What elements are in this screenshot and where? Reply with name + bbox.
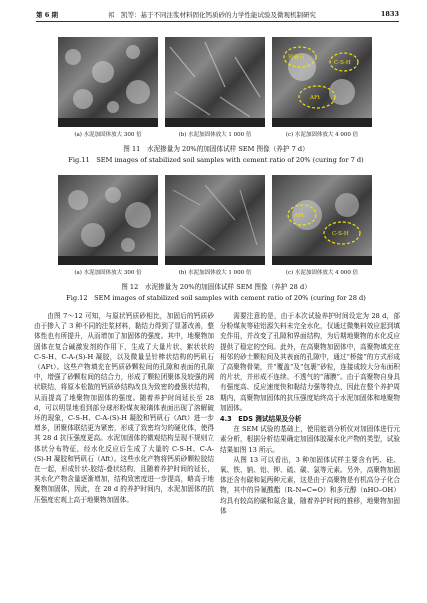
sem-texture-annotated (272, 175, 372, 265)
figure-11-images (58, 37, 373, 127)
paragraph: 由图 7～12 可知，与原状钙质砂相比，加固后的钙质砂由于掺入了 3 种不同的注浆材料，黏结力得到了显著改善，整体性也有所提升，从而增加了加固体的强度。其中，地聚物加固体在复合碱激发剂的作用下，生成了大量片状、絮状状的 C-S-H、C-A-(S)-H 凝胶，以及微量呈针棒状结构的钙矾石（AFt）。这些产物填充在钙质砂颗粒间的孔隙和表面的孔隙中，增强了砂颗粒间的结合力，形成了颗粒团聚体及较强的网状联结，将原本松散的钙质砂结构改良为致密的叠簇状结构，从而提高了地聚物加固体的强度。随着养护时间延长至 28 d，可以明显地看到部分球形粉煤灰玻璃体表面出现了溶解破坏的现象，C-S-H、C-A-(S)-H 凝胶和钙矾石（Aft）进一步增多，团聚体联结更为紧密，形成了致密均匀的硬化体，使得其 28 d 抗压强度更高。水泥加固体的微观结构呈现不规则立体状分布特征，经水化反应后生成了大量的 C-S-H、C-A-(S)-H 凝胶和钙矾石（Aft）。这些水化产物将钙质砂颗粒胶结在一起，形成针状-胶结-叠状结构，且随着养护时间的延长，其水化产物含量逐渐增加，结构致密度进一步提高，略高于地聚物加固体，因此，在 28 d 的养护时间内，水泥加固体的抗压强度宏观上高于地聚物加固体。 (34, 312, 214, 504)
issue-number: 第 6 期 (36, 11, 59, 19)
section-heading: 4.3 EDS 测试结果及分析 (220, 415, 302, 424)
left-column (34, 311, 214, 505)
sem-texture (58, 175, 158, 265)
sem-image-12b (165, 175, 265, 265)
page-number: 1833 (380, 10, 399, 18)
figure-11-caption-en: Fig.11 SEM images of stabilized soil samples with cement ratio of 20% (curing for 7 d) (68, 156, 364, 164)
figure-12c-label: (c) 水泥加固体放大 4 000 倍 (285, 270, 359, 276)
sem-image-11a (58, 37, 158, 127)
figure-12-caption-zh: 图 12 水泥掺量为 20%的加固体试样 SEM 图像（养护 28 d） (121, 283, 311, 291)
annotation-aft: AFt (310, 95, 320, 101)
right-column (220, 311, 400, 516)
figure-11c-label: (c) 水泥加固体放大 4 000 倍 (285, 132, 359, 138)
sem-image-11c (272, 37, 372, 127)
sem-image-12a (58, 175, 158, 265)
sem-image-12c (272, 175, 372, 265)
figure-12a-label: (a) 水泥加固体放大 300 倍 (74, 270, 142, 276)
annotation-aft: AFt (294, 213, 304, 219)
running-title: 祁 凯等：基于不同注浆材料固化钙质砂的力学性能试验及微观机制研究 (108, 11, 316, 19)
header-rule (36, 21, 399, 22)
paragraph: 在 SEM 试验的基础上，使用能谱分析仪对加固体进行元素分析，根据分析结果确定加固体胶凝水化产物的类型，试验结果如图 13 所示。 (220, 425, 400, 454)
sem-texture (165, 37, 265, 127)
paragraph: 从图 13 可以看出，3 种加固体试样主要含有钙、硅、氧、铁、钠、铝、钾、硫、碳、氯等元素。另外，高聚物加固体还含有碳和氮两种元素，这是由于高聚物是有机高分子化合物，其中的异氰酸酯（R–N=C=O）和多元醇（nHO–OH）均具有较高的碳和氮含量，随着养护时间的推移，地聚物加固体 (220, 455, 400, 515)
paragraph: 需要注意的是，由于本次试验养护时间设定为 28 d，部分粉煤灰等硅铝源矢料未完全水化，仅通过微集料效应起到填充作用，并改变了孔隙和界面结构，为后期地聚物的水化反应提供了稳定的空间。此外，在高聚物加固体中，高聚物填充在相邻的砂土颗粒间及其表面的孔隙中，通过“桥接”的方式形成了高聚物骨架，并“覆盖”及“包裹”砂粒，连接成较大分布面积的片状，并形成不连续、不透气的“薄膜”。由于高聚物自身具有强度高、反应速度快和黏结力强等特点，因此在整个养护周期内，高聚物加固体的抗压强度始终高于水泥加固体和地聚物加固体。 (220, 312, 400, 412)
figure-11b-label: (b) 水泥加固体放大 1 000 倍 (178, 132, 252, 138)
sem-texture (165, 175, 265, 265)
annotation-ettringite: 钙矾石 (288, 55, 305, 61)
annotation-csh: C-S-H (334, 60, 351, 66)
figure-11a-label: (a) 水泥加固体放大 300 倍 (74, 132, 142, 138)
figure-12b-label: (b) 水泥加固体放大 1 000 倍 (178, 270, 252, 276)
sem-texture (58, 37, 158, 127)
figure-12-caption-en: Fig.12 SEM images of stabilized soil samples with cement ratio of 20% (curing for 28 d) (66, 294, 366, 302)
annotation-csh: C-S-H (332, 231, 349, 237)
sem-texture-annotated (272, 37, 372, 127)
figure-11-caption-zh: 图 11 水泥掺量为 20%的加固体试样 SEM 图像（养护 7 d） (123, 145, 309, 153)
figure-12-images (58, 175, 373, 265)
sem-image-11b (165, 37, 265, 127)
